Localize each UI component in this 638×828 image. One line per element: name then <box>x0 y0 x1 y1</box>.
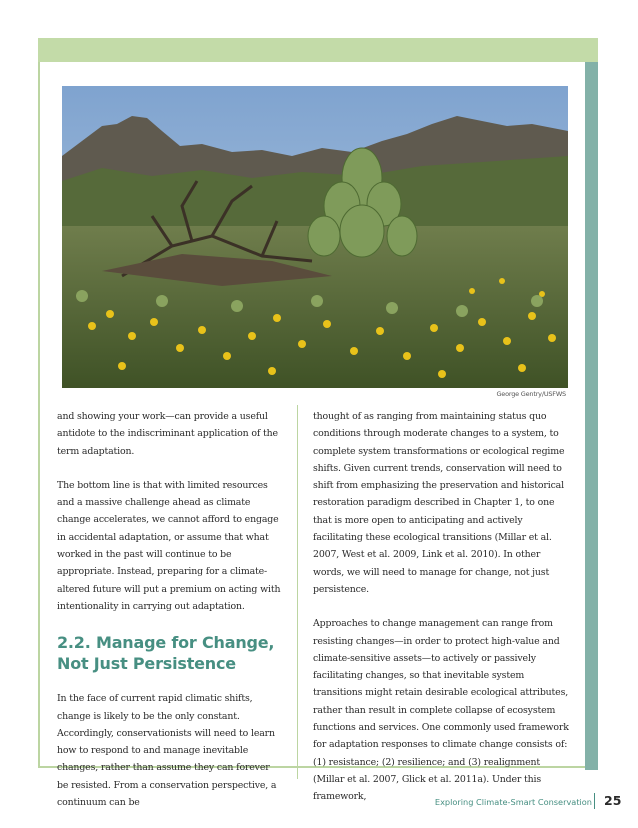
section-heading-line-2: Not Just Persistence <box>57 654 236 674</box>
top-decorative-band <box>38 38 598 62</box>
paragraph: and showing your work—can provide a useful antidote to the indiscriminant application of the term adaptation. <box>57 411 278 457</box>
page-number: 25 <box>604 793 622 808</box>
paragraph: In the face of current rapid climatic shifts, change is likely to be the only constant. Accordingly, conservationists will need to learn how to respond to and manage inevitable changes, rather than assume they can forever be resisted. From a conservation perspective, a continuum can be <box>57 693 277 809</box>
section-heading-line-1: 2.2. Manage for Change, <box>57 633 275 653</box>
left-column <box>57 408 282 828</box>
paragraph: The bottom line is that with limited resources and a massive challenge ahead as climate change accelerates, we cannot afford to engage in accidental adaptation, or assume that what worked in the past will continue to be appropriate. Instead, preparing for a climate-altered future will put a premium on acting with intentionality in carrying out adaptation. <box>57 479 281 612</box>
footer-divider <box>594 793 595 809</box>
right-column <box>313 408 571 823</box>
section-heading <box>57 632 282 674</box>
right-side-bar <box>585 62 598 770</box>
photo-credit: George Gentry/USFWS <box>496 390 566 398</box>
landscape-photo <box>62 86 568 388</box>
running-footer-title: Exploring Climate-Smart Conservation <box>434 797 592 807</box>
paragraph: Approaches to change management can range from resisting changes—in order to protect high-value and climate-sensitive assets—to actively or passively facilitating changes, so that inevitable system transitions might retain desirable ecological attributes, rather than result in complete collapse of ecosystem functions and services. One commonly used framework for adaptation responses to climate change consists of: (1) resistance; (2) resilience; and (3) realignment (Millar et al. 2007, Glick et al. 2011a). Under this framework, <box>313 618 569 803</box>
paragraph: thought of as ranging from maintaining status quo conditions through moderate changes to a system, to complete system transformations or ecological regime shifts. Given current trends, conservation will need to shift from emphasizing the preservation and historical restoration paradigm described in Chapter 1, to one that is more open to anticipating and actively facilitating these ecological transitions (Millar et al. 2007, West et al. 2009, Link et al. 2010). In other words, we will need to manage for change, not just persistence. <box>313 411 565 595</box>
column-divider <box>297 405 298 779</box>
frame-left-rule <box>38 62 40 767</box>
